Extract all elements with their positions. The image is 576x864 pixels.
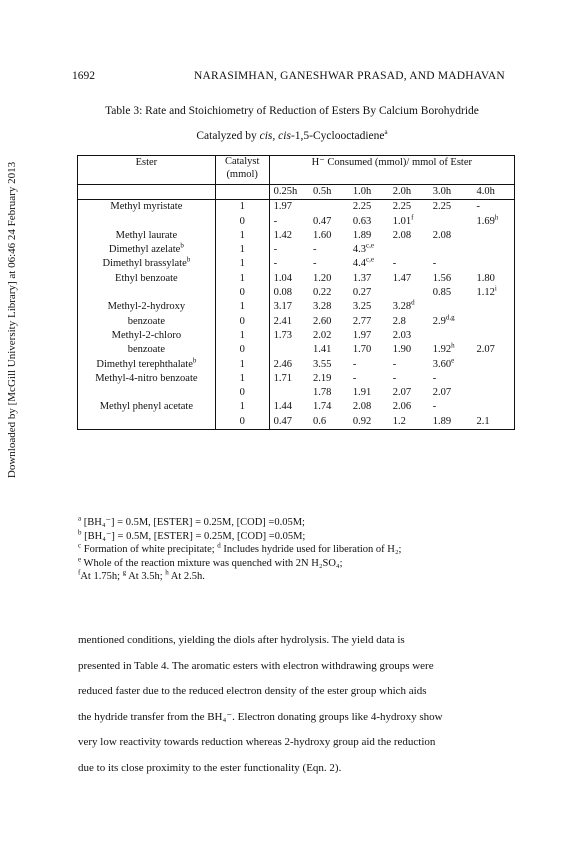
ester-name: Ethyl benzoate: [78, 272, 216, 286]
h-consumed-value: 0.47: [313, 215, 332, 227]
ester-name: benzoate: [78, 315, 216, 329]
table-row: [78, 372, 515, 386]
ester-name: Methyl laurate: [78, 229, 216, 243]
time-header: 4.0h: [473, 185, 515, 200]
h-consumed-value: [429, 215, 473, 229]
h-consumed-value: [389, 286, 429, 300]
ester-name: Methyl-4-nitro benzoate: [78, 372, 216, 386]
h-consumed-value: 2.08: [392, 229, 412, 241]
download-watermark: Downloaded by [McGill University Library] at 06:46 24 February 2013: [6, 161, 18, 479]
time-header: 0.25h: [269, 185, 309, 200]
h-consumed-value: 1.41: [313, 344, 332, 356]
body-line: very low reactivity towards reduction whereas 2-hydroxy group aid the reduction: [78, 736, 436, 748]
h-consumed-value: 2.60: [313, 315, 332, 327]
h-consumed-value: 3.60e: [432, 356, 455, 370]
h-consumed-value: -: [432, 401, 437, 413]
h-consumed-value: 0.27: [352, 287, 372, 299]
h-consumed-value: 1.60: [313, 229, 332, 241]
h-consumed-value: [269, 386, 309, 400]
h-consumed-value: 1.44: [273, 401, 292, 413]
h-consumed-value: -: [313, 258, 317, 270]
body-line: mentioned conditions, yielding the diols after hydrolysis. The yield data is: [78, 634, 405, 646]
catalyst-value: 0: [215, 215, 269, 229]
catalyst-value: 1: [215, 300, 269, 314]
ester-name: Methyl-2-hydroxy: [78, 300, 216, 314]
body-paragraph: [78, 628, 510, 781]
table-caption-line2: Catalyzed by cis, cis-1,5-Cyclooctadiene$^a$: [196, 128, 388, 142]
h-consumed-value: 1.37: [352, 272, 372, 284]
h-consumed-value: 1.69$^h$: [473, 215, 515, 229]
h-consumed-value: [473, 257, 515, 271]
h-consumed-value: 0.63: [352, 215, 372, 227]
h-consumed-value: 1.04: [273, 272, 292, 284]
h-consumed-value: [269, 343, 309, 357]
h-consumed-value: 2.25: [432, 201, 452, 213]
h-consumed-value: [473, 229, 515, 243]
h-consumed-value: 2.07: [473, 343, 515, 357]
h-consumed-value: [429, 243, 473, 257]
h-consumed-value: 1.92$^h$: [432, 341, 455, 356]
ester-name: Methyl myristate: [78, 200, 216, 215]
ester-name: [78, 386, 216, 400]
h-consumed-value: 0.08: [273, 287, 292, 299]
table-row: [78, 386, 515, 400]
h-consumed-value: 1.56: [432, 272, 452, 284]
h-consumed-value: 2.77: [352, 315, 372, 327]
time-header: 1.0h: [349, 185, 389, 200]
h-consumed-value: 1.97: [352, 329, 372, 341]
h-consumed-value: [473, 386, 515, 400]
catalyst-value: 1: [215, 358, 269, 372]
catalyst-value: 1: [215, 229, 269, 243]
catalyst-value: 1: [215, 243, 269, 257]
h-consumed-value: 3.55: [313, 358, 332, 370]
time-header: 0.5h: [309, 185, 349, 200]
catalyst-value: 1: [215, 372, 269, 386]
body-line: presented in Table 4. The aromatic esters with electron withdrawing groups were: [78, 659, 434, 672]
h-consumed-value: [473, 329, 515, 343]
h-consumed-value: 1.42: [273, 229, 292, 241]
h-consumed-value: 2.02: [313, 329, 332, 341]
catalyst-value: 1: [215, 272, 269, 286]
h-consumed-value: [473, 315, 515, 329]
table-row: [78, 257, 515, 271]
h-consumed-value: 2.06: [392, 401, 412, 413]
h-consumed-value: -: [273, 244, 278, 256]
table-row: [78, 358, 515, 372]
h-consumed-value: [473, 372, 515, 386]
h-consumed-value: 2.41: [273, 315, 292, 327]
h-consumed-value: 1.80: [473, 272, 515, 286]
catalyst-value: 0: [215, 415, 269, 430]
table-row: [78, 243, 515, 257]
h-consumed-value: 0.92: [349, 415, 389, 430]
h-consumed-value: [473, 300, 515, 314]
h-consumed-value: -: [273, 215, 278, 227]
ester-name: [78, 215, 216, 229]
table-row: [78, 343, 515, 357]
h-consumed-value: 3.28$^d$: [392, 298, 415, 313]
h-consumed-value: 1.2: [389, 415, 429, 430]
h-consumed-value: 1.89: [352, 229, 372, 241]
h-consumed-value: 1.90: [392, 344, 412, 356]
catalyst-value: 1: [215, 400, 269, 414]
ester-name: Dimethyl brassylate$^b$: [78, 257, 216, 271]
footnote-e: $^e$ Whole of the reaction mixture was quenched with 2N H₂SO₄;: [78, 555, 343, 569]
catalyst-value: 0: [215, 343, 269, 357]
h-consumed-value: 0.22: [313, 287, 332, 299]
footnote-b: $^b$ [BH₄⁻] = 0.5M, [ESTER] = 0.25M, [COD] =0.05M;: [78, 528, 306, 542]
table-row: [78, 329, 515, 343]
h-consumed-value: 1.91: [352, 387, 372, 399]
header-ester: Ester: [78, 156, 216, 185]
header-catalyst: Catalyst (mmol): [215, 156, 269, 185]
h-consumed-value: 2.8: [392, 315, 406, 327]
h-consumed-value: 2.25: [392, 201, 412, 213]
h-consumed-value: 4.3$^{c,e}$: [352, 241, 374, 256]
h-consumed-value: 2.07: [392, 387, 412, 399]
table-row: [78, 229, 515, 243]
table-row: [78, 200, 515, 215]
footnote-a: $^a$ [BH₄⁻] = 0.5M, [ESTER] = 0.25M, [COD] =0.05M;: [78, 514, 305, 528]
h-consumed-value: 2.9$^{d,g}$: [432, 313, 455, 327]
h-consumed-value: 1.74: [313, 401, 332, 413]
catalyst-value: 0: [215, 286, 269, 300]
h-consumed-value: 1.47: [392, 272, 412, 284]
table-body: [78, 200, 515, 430]
ester-name: Dimethyl azelate$^b$: [78, 243, 216, 257]
h-consumed-value: 3.25: [352, 301, 372, 313]
h-consumed-value: 2.25: [352, 201, 372, 213]
table-row: [78, 272, 515, 286]
body-line: reduced faster due to the reduced electron density of the ester group which aids: [78, 685, 427, 697]
ester-name: Methyl-2-chloro: [78, 329, 216, 343]
ester-name: [78, 286, 216, 300]
h-consumed-value: -: [432, 372, 437, 384]
table-row: [78, 400, 515, 414]
time-header: 2.0h: [389, 185, 429, 200]
h-consumed-value: [473, 243, 515, 257]
h-consumed-value: 3.28: [313, 301, 332, 313]
h-consumed-value: -: [392, 258, 397, 270]
catalyst-value: 0: [215, 386, 269, 400]
running-head-authors: NARASIMHAN, GANESHWAR PRASAD, AND MADHAVAN: [194, 70, 505, 82]
h-consumed-value: -: [432, 258, 437, 270]
h-consumed-value: 0.47: [269, 415, 309, 430]
h-consumed-value: -: [352, 358, 357, 370]
table-row: [78, 286, 515, 300]
h-consumed-value: 1.01$^f$: [392, 213, 414, 227]
h-consumed-value: -: [352, 372, 357, 384]
h-consumed-value: 1.12$^i$: [473, 286, 515, 300]
h-consumed-value: -: [392, 358, 397, 370]
h-consumed-value: -: [392, 372, 397, 384]
h-consumed-value: [473, 400, 515, 414]
h-consumed-value: 3.17: [273, 301, 292, 313]
table-row: [78, 215, 515, 229]
h-consumed-value: 1.97: [273, 201, 292, 213]
h-consumed-value: [473, 358, 515, 372]
footnote-cd: $^c$ Formation of white precipitate; $^d$ Includes hydride used for liberation of H₂;: [78, 541, 402, 555]
catalyst-value: 1: [215, 329, 269, 343]
page-number: 1692: [72, 70, 95, 82]
h-consumed-value: 0.85: [432, 287, 452, 299]
h-consumed-value: [309, 200, 349, 215]
h-consumed-value: [389, 243, 429, 257]
h-consumed-value: 1.78: [313, 387, 332, 399]
h-consumed-value: 2.03: [392, 329, 412, 341]
h-consumed-value: 2.19: [313, 372, 332, 384]
time-header: 3.0h: [429, 185, 473, 200]
h-consumed-value: 1.20: [313, 272, 332, 284]
h-consumed-value: 2.46: [273, 358, 292, 370]
h-consumed-value: 1.71: [273, 372, 292, 384]
h-consumed-value: 0.6: [309, 415, 349, 430]
h-consumed-value: -: [473, 200, 515, 215]
table-row: [78, 315, 515, 329]
h-consumed-value: 1.70: [352, 344, 372, 356]
catalyst-value: 1: [215, 200, 269, 215]
h-consumed-value: -: [313, 244, 317, 256]
h-consumed-value: 2.1: [473, 415, 515, 430]
h-consumed-value: 1.73: [273, 329, 292, 341]
footnote-fgh: $^f$At 1.75h; $^g$ At 3.5h; $^h$ At 2.5h.: [78, 568, 205, 582]
header-h-consumed: H⁻ Consumed (mmol)/ mmol of Ester: [269, 156, 514, 171]
catalyst-value: 0: [215, 315, 269, 329]
h-consumed-value: -: [273, 258, 278, 270]
h-consumed-value: 4.4$^{c,e}$: [352, 255, 374, 270]
h-consumed-value: 2.08: [432, 229, 452, 241]
body-line: the hydride transfer from the BH₄⁻. Electron donating groups like 4-hydroxy show: [78, 710, 443, 723]
h-consumed-value: 2.08: [352, 401, 372, 413]
table-caption-line1: Table 3: Rate and Stoichiometry of Reduction of Esters By Calcium Borohydride: [105, 105, 479, 117]
h-consumed-value: 2.07: [432, 387, 452, 399]
ester-name: benzoate: [78, 343, 216, 357]
catalyst-value: 1: [215, 257, 269, 271]
h-consumed-value: 1.89: [429, 415, 473, 430]
table-footnotes: [78, 516, 401, 584]
ester-name: Methyl phenyl acetate: [78, 400, 216, 414]
body-line: due to its close proximity to the ester functionality (Eqn. 2).: [78, 761, 342, 774]
ester-name: Dimethyl terephthalate$^b$: [78, 358, 216, 372]
ester-name: [78, 415, 216, 430]
rate-table: [77, 155, 515, 430]
table-row: [78, 415, 515, 430]
